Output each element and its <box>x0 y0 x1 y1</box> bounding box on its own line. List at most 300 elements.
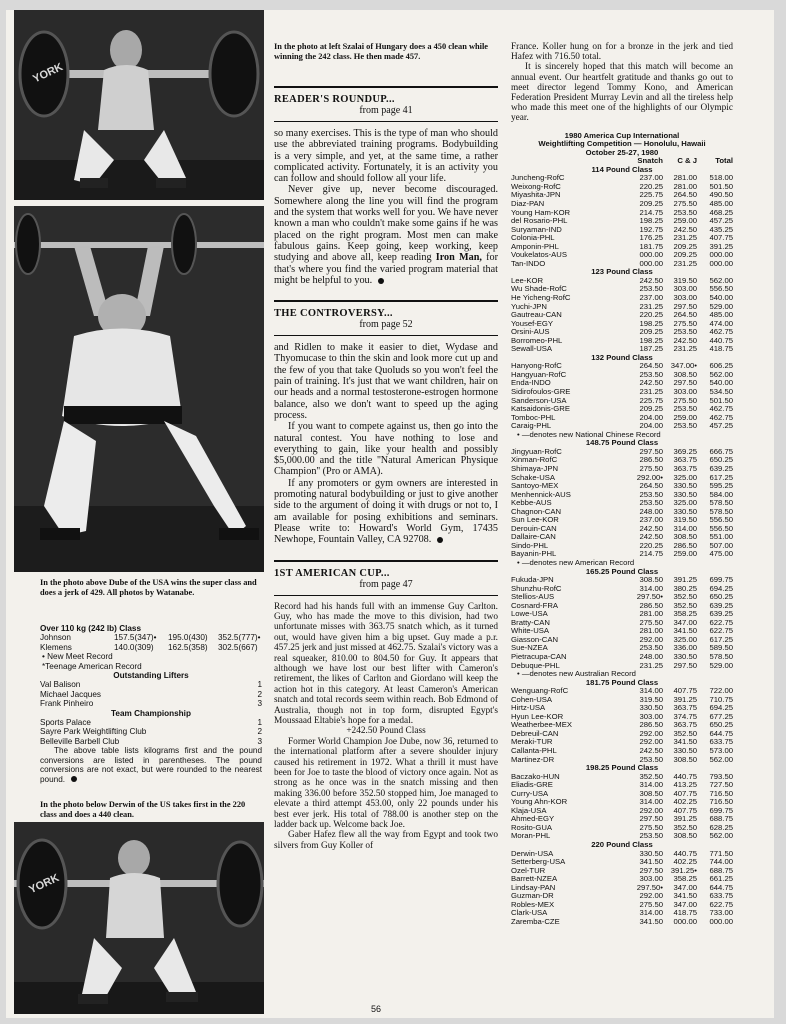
snatch-value: 242.50 <box>639 275 663 285</box>
results-row <box>511 533 733 542</box>
snatch-value: 187.25 <box>639 344 663 354</box>
lifter-name: Enda-INDO <box>511 379 551 388</box>
lifter-name: Yousef-EGY <box>511 319 554 328</box>
total-value: 462.75 <box>709 404 733 414</box>
lifter-name: Juncheng-RofC <box>511 174 565 183</box>
cj-value: 209.25 <box>673 241 697 251</box>
results-row <box>511 405 733 414</box>
snatch-value: 297.50 <box>639 865 663 875</box>
cj-value: 231.25 <box>673 233 697 243</box>
total-value: 000.00 <box>709 916 733 926</box>
controversy-from: from page 52 <box>359 319 413 331</box>
lifter-name: Chagnon-CAN <box>511 507 561 516</box>
snatch-value: 292.00• <box>636 472 663 482</box>
cj-value: 297.50 <box>673 660 697 670</box>
cj-value: 358.25 <box>673 874 697 884</box>
snatch-value: 253.50 <box>639 284 663 294</box>
lifter-name: Santoyo-MEX <box>511 482 559 491</box>
lifter-name: Eliadis-GRE <box>511 781 553 790</box>
lifter-name: Bayanin-PHL <box>511 550 557 559</box>
total-value: 551.00 <box>709 532 733 542</box>
cj-value: 253.50 <box>673 421 697 431</box>
cj-value: 413.25 <box>673 780 697 790</box>
cj-value: 402.25 <box>673 797 697 807</box>
cj-value: 330.50 <box>673 651 697 661</box>
total-value: 716.50 <box>709 797 733 807</box>
cj-value: 259.00 <box>673 549 697 559</box>
total-value: 457.25 <box>709 421 733 431</box>
outstanding-row: Michael Jacques 2 <box>40 689 262 699</box>
weight-class-header: 198.25 Pound Class <box>585 763 659 773</box>
results-row <box>511 627 733 636</box>
class-110-row: Klemens 140.0(309) 162.5(358) 302.5(667) <box>40 642 258 652</box>
total-value: 744.00 <box>709 857 733 867</box>
snatch-value: 242.50 <box>639 532 663 542</box>
lifter-name: Sidirofoulos-GRE <box>511 388 571 397</box>
lifter-name: Hanyong-RofC <box>511 362 562 371</box>
results-row <box>511 790 733 799</box>
results-row <box>511 251 733 260</box>
results-row <box>511 738 733 747</box>
lifter-name: Voukelatos-AUS <box>511 251 567 260</box>
results-subtitle: Weightlifting Competition — Honolulu, Hawaii <box>538 139 706 149</box>
results-row <box>511 602 733 611</box>
record-note: • —denotes new National Chinese Record <box>517 429 661 439</box>
cj-value: 341.50 <box>673 626 697 636</box>
cj-value: 440.75 <box>673 771 697 781</box>
snatch-value: 253.50 <box>639 831 663 841</box>
snatch-value: 209.25 <box>639 327 663 337</box>
cj-value: 363.75 <box>673 720 697 730</box>
snatch-value: 330.50 <box>639 848 663 858</box>
snatch-value: 209.25 <box>639 199 663 208</box>
american-cup-header <box>274 560 498 590</box>
results-row <box>511 491 733 500</box>
lifter-name: Tan-INDO <box>511 259 546 268</box>
snatch-value: 198.25 <box>639 318 663 328</box>
results-row <box>511 525 733 534</box>
results-row <box>511 465 733 474</box>
total-value: 407.75 <box>709 233 733 243</box>
results-row <box>511 482 733 491</box>
snatch-value: 253.50 <box>639 643 663 653</box>
results-row <box>511 909 733 918</box>
total-value: 529.00 <box>709 301 733 311</box>
snatch-value: 297.50 <box>639 814 663 824</box>
snatch-value: 303.00 <box>639 874 663 884</box>
lifter-name: Borromeo-PHL <box>511 336 563 345</box>
total-value: 722.00 <box>709 686 733 696</box>
class-110-row: Johnson 157.5(347)• 195.0(430) 352.5(777)• <box>40 633 261 643</box>
snatch-value: 341.50 <box>639 857 663 867</box>
snatch-value: 214.75 <box>639 549 663 559</box>
total-value: 606.25 <box>709 361 733 371</box>
total-value: 475.00 <box>709 549 733 559</box>
lifter-name: Sewall-USA <box>511 345 553 354</box>
total-value: 666.75 <box>709 446 733 456</box>
cj-value: 352.50 <box>673 592 697 602</box>
weight-class-header: 220 Pound Class <box>591 840 653 850</box>
snatch-value: 286.50 <box>639 600 663 610</box>
lifter-name: Wu Shade-RofC <box>511 285 567 294</box>
cj-value: 341.50 <box>673 737 697 747</box>
snatch-value: 281.00 <box>639 626 663 636</box>
results-body <box>511 166 733 927</box>
cj-value: 352.50 <box>673 600 697 610</box>
total-value: 633.75 <box>709 891 733 901</box>
results-row <box>511 371 733 380</box>
snatch-value: 314.00 <box>639 583 663 593</box>
results-row <box>511 294 733 303</box>
lifter-name: Hyun Lee-KOR <box>511 712 564 721</box>
results-row <box>511 388 733 397</box>
results-row <box>511 311 733 320</box>
cj-value: 325.00 <box>673 472 697 482</box>
snatch-value: 319.50 <box>639 694 663 704</box>
results-row <box>511 209 733 218</box>
results-row <box>511 362 733 371</box>
results-row <box>511 303 733 312</box>
results-table <box>511 132 733 927</box>
results-row <box>511 858 733 867</box>
results-title: 1980 America Cup International <box>564 130 680 140</box>
end-bullet-icon <box>378 278 384 284</box>
lifter-name: Diaz-PAN <box>511 200 545 208</box>
results-row <box>511 713 733 722</box>
results-row <box>511 918 733 927</box>
controversy-body: and Ridlen to make it easier to diet, Wydase and Thyomucase to thin the skin and look more cut up and the few of you that take Quoluds so you won't feel the pain of training. It's just that we want children, hair on our heads and a normal testosterone-estrogen hormone balance, also we don't want to speed up the aging process. If you want to compete against us, then go into the natural contest. You have nothing to lose and everything to gain, like your health and possibly $5,000.00 and the title ''Natural American Physique Champion'' (Pro or AMA). If any promoters or gym owners are interested in promoting natural bodybuilding or just to give another side to the argument of doing it with drugs or not to, I am available for posing exhibitions and seminars. Please write to: Howard's World Gym, 17435 Newhope, Fountain Valley, CA 92708. <box>274 342 498 546</box>
lifter-name: Stellios-AUS <box>511 593 555 602</box>
caption-derwin: In the photo below Derwin of the US takes first in the 220 class and does a 440 clean. <box>40 799 246 819</box>
total-value: 639.25 <box>709 600 733 610</box>
total-value: 694.25 <box>709 703 733 713</box>
snatch-value: 204.00 <box>639 412 663 422</box>
total-value: 391.25 <box>709 241 733 251</box>
cj-value: 275.50 <box>673 199 697 208</box>
snatch-value: 237.00 <box>639 293 663 303</box>
lifter-name: Orsini-AUS <box>511 328 550 337</box>
results-row <box>511 730 733 739</box>
cj-value: 330.50 <box>673 481 697 491</box>
cj-value: 325.00 <box>673 634 697 644</box>
results-row <box>511 474 733 483</box>
snatch-value: 220.25 <box>639 310 663 320</box>
lifter-name: Weixong-RofC <box>511 182 561 191</box>
cj-value: 308.50 <box>673 532 697 542</box>
snatch-value: 275.50 <box>639 899 663 909</box>
lifter-name: Sindo-PHL <box>511 541 549 550</box>
total-value: 000.00 <box>709 250 733 260</box>
results-row <box>511 328 733 337</box>
results-row <box>511 217 733 226</box>
cj-value: 000.00 <box>673 916 697 926</box>
total-value: 556.50 <box>709 523 733 533</box>
snatch-value: 341.50 <box>639 916 663 926</box>
total-value: 584.00 <box>709 489 733 499</box>
results-date: October 25-27, 1980 <box>585 147 659 157</box>
total-value: 468.25 <box>709 207 733 217</box>
total-value: 710.75 <box>709 694 733 704</box>
lifter-name: Lindsay-PAN <box>511 883 556 892</box>
total-value: 699.75 <box>709 805 733 815</box>
results-row <box>511 379 733 388</box>
divider <box>274 121 498 122</box>
cj-value: 391.25• <box>670 865 697 875</box>
snatch-value: 209.25 <box>639 404 663 414</box>
results-row <box>511 456 733 465</box>
divider <box>274 595 498 596</box>
cj-value: 242.50 <box>673 224 697 234</box>
results-row <box>511 824 733 833</box>
cj-value: 259.00 <box>673 216 697 226</box>
cj-value: 253.50 <box>673 207 697 217</box>
total-value: 688.75 <box>709 814 733 824</box>
cj-value: 281.00 <box>673 181 697 191</box>
cj-value: 358.25 <box>673 609 697 619</box>
results-row <box>511 875 733 884</box>
total-value: 589.50 <box>709 643 733 653</box>
total-value: 650.25 <box>709 720 733 730</box>
weight-class-header: 148.75 Pound Class <box>585 438 659 448</box>
lifter-name: Young Ahn-KOR <box>511 798 568 807</box>
readers-roundup-from: from page 41 <box>359 105 413 116</box>
record-note: • —denotes new Australian Record <box>517 669 636 679</box>
cj-value: 308.50 <box>673 754 697 764</box>
cj-value: 242.50 <box>673 335 697 345</box>
cj-value: 330.50 <box>673 489 697 499</box>
team-note: The above table lists kilograms first and the pound conversions are listed in parentheses. The pound conversions are not exact, but were rounded to the nearest pound. <box>40 746 262 784</box>
total-value: 633.75 <box>709 737 733 747</box>
snatch-value: 204.00 <box>639 421 663 431</box>
results-row <box>511 397 733 406</box>
lifter-name: Klaja-USA <box>511 806 547 815</box>
note-teenage-record: *Teenage American Record <box>42 661 142 671</box>
lifter-name: del Rosario-PHL <box>511 217 568 226</box>
total-value: 540.00 <box>709 378 733 388</box>
lifter-name: Hirtz-USA <box>511 704 546 713</box>
total-value: 771.50 <box>709 848 733 858</box>
results-row <box>511 901 733 910</box>
american-cup-body: Record had his hands full with an immense Guy Carlton. Guy, who has made the move to this division, had two unfortunate misses with 363.75 snatch which, as it turned out, would have given him a big upset. Guy made a p.r. 457.25 jerk and just missed at 462.75. Szalai's victory was a real squeaker, 810.00 to 804.50 for Guy. It appears that although we have lost our best lifter with Cameron's retirement, the likes of Carlton and Giordano will keep the action hot in this category. At least Cameron's American snatch and total records seem within reach. Bob Edmond of Australia, though not in top form, disrupted Egypt's Moussaad Eltabie's hope for a medal. +242.50 Pound Class Former World Champion Joe Dube, now 36, returned to the international platform after a severe shoulder injury caused his retirement in 1972. What a thrill it must have been for Joe to taste the blood of victory once again. Not as strong as he once was in the snatch missing and then making 336.00 before 352.50 stopped him, Joe managed to elevate a third attempt 453.00, only 22 pounds under his best ever jerk. His total of 788.00 is another step on the ladder back up. Welcome back Joe. Gaber Hafez flew all the way from Egypt and took two silvers from Guy Koller of <box>274 601 498 851</box>
results-row <box>511 337 733 346</box>
total-value: 578.50 <box>709 498 733 508</box>
snatch-value: 292.00 <box>639 634 663 644</box>
total-value: 562.00 <box>709 754 733 764</box>
right-column <box>511 42 733 926</box>
lifter-name: Giasson-CAN <box>511 635 558 644</box>
snatch-value: 225.75 <box>639 190 663 200</box>
american-cup-title: 1ST AMERICAN CUP... <box>274 567 390 579</box>
cj-value: 374.75 <box>673 711 697 721</box>
cj-value: 264.50 <box>673 310 697 320</box>
snatch-value: 292.00 <box>639 728 663 738</box>
weight-class-header: 114 Pound Class <box>591 164 653 174</box>
snatch-value: 253.50 <box>639 754 663 764</box>
lifter-name: Rosito-GUA <box>511 823 553 832</box>
page-number: 56 <box>371 1004 382 1014</box>
cj-value: 347.00 <box>673 882 697 892</box>
results-row <box>511 687 733 696</box>
lifter-name: Hangyuan-RofC <box>511 370 567 379</box>
weight-class-header: 123 Pound Class <box>591 267 653 277</box>
snatch-value: 314.00 <box>639 797 663 807</box>
outstanding-row: Frank Pinheiro 3 <box>40 699 262 709</box>
snatch-value: 253.50 <box>639 489 663 499</box>
lifter-name: Zaremba-CZE <box>511 917 560 926</box>
lifter-name: Sanderson-USA <box>511 396 567 405</box>
snatch-value: 242.50 <box>639 746 663 755</box>
results-row <box>511 226 733 235</box>
lifter-name: Yuchi-JPN <box>511 302 547 311</box>
cj-value: 253.50 <box>673 327 697 337</box>
total-value: 435.25 <box>709 224 733 234</box>
total-value: 562.00 <box>709 369 733 379</box>
weight-class-header: 165.25 Pound Class <box>585 566 659 576</box>
outstanding-title: Outstanding Lifters <box>113 671 189 681</box>
cj-value: 303.00 <box>673 387 697 397</box>
total-value: 529.00 <box>709 660 733 670</box>
results-row <box>511 850 733 859</box>
results-row <box>511 285 733 294</box>
total-value: 716.50 <box>709 788 733 798</box>
weight-class-header: 132 Pound Class <box>591 352 653 362</box>
lifter-name: Barrett-NZEA <box>511 875 558 884</box>
snatch-value: 198.25 <box>639 216 663 226</box>
lifter-name: Suryaman-IND <box>511 225 562 234</box>
lifter-name: Caraig-PHL <box>511 422 552 431</box>
results-row <box>511 781 733 790</box>
snatch-value: 237.00 <box>639 515 663 525</box>
cj-value: 275.50 <box>673 395 697 405</box>
lifter-name: Robles-MEX <box>511 900 555 909</box>
snatch-value: 352.50 <box>639 771 663 781</box>
cj-value: 347.00 <box>673 899 697 909</box>
snatch-value: 220.25 <box>639 540 663 550</box>
snatch-value: 248.00 <box>639 506 663 516</box>
outstanding-row: Val Balison 1 <box>40 680 262 690</box>
cj-value: 209.25 <box>673 250 697 260</box>
results-row <box>511 644 733 653</box>
cj-value: 402.25 <box>673 857 697 867</box>
total-value: 650.25 <box>709 592 733 602</box>
total-value: 793.50 <box>709 771 733 781</box>
lifter-name: Debreuil-CAN <box>511 729 559 738</box>
snatch-value: 297.50• <box>636 882 663 892</box>
snatch-value: 225.75 <box>639 395 663 405</box>
snatch-value: 297.50 <box>639 446 663 456</box>
team-row: Sports Palace 1 <box>40 718 262 728</box>
total-value: 474.00 <box>709 318 733 328</box>
cj-value: 391.25 <box>673 575 697 585</box>
results-row <box>511 585 733 594</box>
cj-value: 440.75 <box>673 848 697 858</box>
snatch-value: 308.50 <box>639 788 663 798</box>
lifter-name: Wenguang-RofC <box>511 687 569 696</box>
snatch-value: 253.50 <box>639 498 663 508</box>
results-row <box>511 815 733 824</box>
results-row <box>511 619 733 628</box>
photo-szalai-clean <box>14 10 264 200</box>
cj-value: 352.50 <box>673 822 697 832</box>
total-value: 518.00 <box>709 173 733 183</box>
lifter-name: Dallaire-CAN <box>511 533 556 542</box>
cj-value: 407.75 <box>673 686 697 696</box>
total-value: 644.75 <box>709 728 733 738</box>
total-value: 650.25 <box>709 455 733 465</box>
results-row <box>511 721 733 730</box>
total-value: 699.75 <box>709 575 733 585</box>
results-row <box>511 277 733 286</box>
snatch-value: 292.00 <box>639 805 663 815</box>
results-row <box>511 610 733 619</box>
lifter-name: Fukuda-JPN <box>511 576 554 585</box>
lifter-name: White-USA <box>511 627 550 636</box>
total-value: 485.00 <box>709 310 733 320</box>
snatch-value: 275.50 <box>639 463 663 473</box>
lifter-name: Menhennick-AUS <box>511 490 571 499</box>
cj-value: 336.00 <box>673 643 697 653</box>
lifter-name: Schake-USA <box>511 473 556 482</box>
results-row <box>511 807 733 816</box>
snatch-value: 314.00 <box>639 686 663 696</box>
lifter-name: Tomboc-PHL <box>511 413 556 422</box>
snatch-value: 264.50 <box>639 481 663 491</box>
lifter-name: Lowe-USA <box>511 610 548 619</box>
lifter-name: He Yicheng-RofC <box>511 294 571 303</box>
snatch-value: 000.00 <box>639 258 663 268</box>
snatch-value: 286.50 <box>639 455 663 465</box>
total-value: 688.75 <box>709 865 733 875</box>
total-value: 617.25 <box>709 634 733 644</box>
snatch-value: 248.00 <box>639 651 663 661</box>
cj-value: 330.50 <box>673 506 697 516</box>
lifter-name: Gautreau-CAN <box>511 311 562 320</box>
cj-value: 347.00• <box>670 361 697 371</box>
team-row: Sayre Park Weightlifting Club 2 <box>40 727 262 737</box>
cj-value: 407.75 <box>673 788 697 798</box>
cj-value: 341.50 <box>673 891 697 901</box>
lifter-name: Guzman-DR <box>511 892 554 901</box>
snatch-value: 297.50• <box>636 592 663 602</box>
results-row <box>511 183 733 192</box>
snatch-value: 292.00 <box>639 737 663 747</box>
lifter-name: Derwin-USA <box>511 849 554 858</box>
total-value: 622.75 <box>709 899 733 909</box>
total-value: 727.50 <box>709 780 733 790</box>
team-title: Team Championship <box>111 708 191 718</box>
lifter-name: Shunzhu-RofC <box>511 584 562 593</box>
lifter-name: Weatherbee-MEX <box>511 721 572 730</box>
cj-value: 369.25 <box>673 446 697 456</box>
cj-value: 352.50 <box>673 728 697 738</box>
subhead-class: +242.50 Pound Class <box>346 726 426 737</box>
cj-value: 297.50 <box>673 378 697 388</box>
results-row <box>511 448 733 457</box>
lifter-name: Jingyuan-RofC <box>511 447 562 456</box>
results-row <box>511 636 733 645</box>
lifter-name: Meraki-TUR <box>511 738 553 747</box>
total-value: 501.50 <box>709 181 733 191</box>
results-row <box>511 653 733 662</box>
cj-value: 363.75 <box>673 455 697 465</box>
cj-value: 363.75 <box>673 463 697 473</box>
lifter-name: Clark-USA <box>511 909 548 918</box>
cj-value: 314.00 <box>673 523 697 533</box>
cj-value: 407.75 <box>673 805 697 815</box>
cj-value: 391.25 <box>673 694 697 704</box>
lifter-name: Young Ham-KOR <box>511 208 571 217</box>
results-row <box>511 696 733 705</box>
